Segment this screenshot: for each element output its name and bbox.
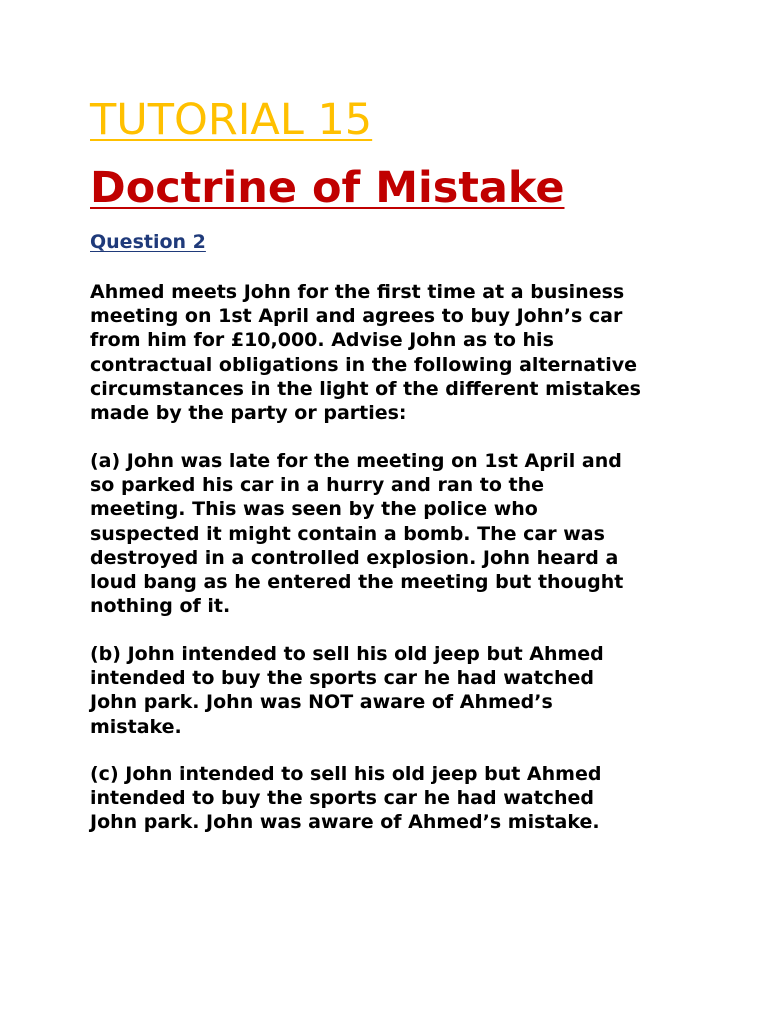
intro-paragraph <box>90 280 690 425</box>
text-line: from him for £10,000. Advise John as to his <box>90 329 554 352</box>
text-line: so parked his car in a hurry and ran to the <box>90 474 545 497</box>
text-line: contractual obligations in the following alternative <box>90 353 637 376</box>
text-line: nothing of it. <box>90 595 231 618</box>
text-line: John park. John was aware of Ahmed’s mistake. <box>90 811 600 834</box>
text-line: mistake. <box>90 715 182 738</box>
text-line: John park. John was NOT aware of Ahmed’s <box>90 691 553 714</box>
text-line: suspected it might contain a bomb. The car was <box>90 522 605 545</box>
text-line: intended to buy the sports car he had watched <box>90 787 594 810</box>
text-line: circumstances in the light of the different mistakes <box>90 377 641 400</box>
text-line: meeting. This was seen by the police who <box>90 498 538 521</box>
tutorial-number-title: TUTORIAL 15 <box>90 95 373 145</box>
text-line: (a) John was late for the meeting on 1st April and <box>90 450 622 472</box>
text-line: made by the party or parties: <box>90 402 407 425</box>
text-line: meeting on 1st April and agrees to buy John’s car <box>90 305 623 328</box>
scenario-a-paragraph <box>90 449 690 618</box>
scenario-b-paragraph <box>90 642 690 739</box>
text-line: destroyed in a controlled explosion. John heard a <box>90 546 619 569</box>
question-heading: Question 2 <box>90 231 206 253</box>
text-line: loud bang as he entered the meeting but thought <box>90 571 624 594</box>
scenario-c-paragraph <box>90 762 690 835</box>
text-line: (b) John intended to sell his old jeep but Ahmed <box>90 643 604 665</box>
document-title: Doctrine of Mistake <box>90 163 565 213</box>
text-line: (c) John intended to sell his old jeep but Ahmed <box>90 763 602 785</box>
text-line: Ahmed meets John for the first time at a business <box>90 281 625 303</box>
text-line: intended to buy the sports car he had watched <box>90 667 594 690</box>
